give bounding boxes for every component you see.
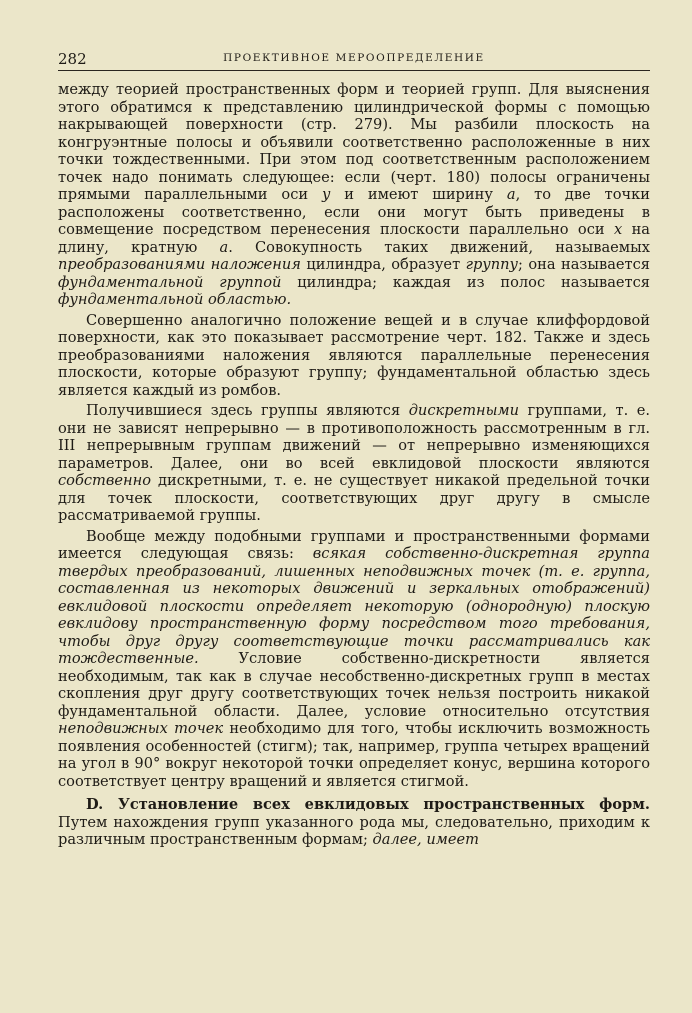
text-run: Совершенно аналогично положение вещей и в случае клиффордовой поверхности, как это показывает рассмотрение черт. 182. Также и здесь преобразованиями наложения являются параллельные перенесения плоскости, которые образуют группу; фундаментальной областью здесь является каждый из ромбов. <box>58 311 650 399</box>
text-run: Вообще между подобными группами и пространственными формами имеется следующая связь: <box>58 527 650 562</box>
text-run: Условие собственно-дискретности является необходимым, так как в случае несобственно-дискретных групп в местах скопления друг другу соответствующих точек нельзя построить никакой фундаментальной области. Далее, условие относительно отсутствия <box>58 650 650 720</box>
italic-run: собственно <box>58 472 152 489</box>
page-number: 282 <box>58 50 87 68</box>
text-run: цилиндра, образует <box>300 256 466 273</box>
text-run: необходимо для того, чтобы исключить возможность появления особенностей (стигм); так, например, группа четырех вращений на угол в 90° вокруг некоторой точки определяет конус, вершина которого соответствует центру вращений и является стигмой. <box>58 720 650 790</box>
text-run: и имеют ширину <box>330 186 507 203</box>
paragraph <box>58 402 650 525</box>
text-run: группами, т. е. они не зависят непрерывно — в противоположность рассмотренным в гл. III непрерывным группам движений — от непрерывно изменяющихся параметров. Далее, они во всей евклидовой плоскости являются <box>58 402 650 472</box>
italic-run: a <box>506 186 516 203</box>
paragraph <box>58 796 650 849</box>
italic-run: далее, имеет <box>372 831 479 848</box>
text-run: ; она называется <box>518 256 650 273</box>
italic-run: группу <box>465 256 519 273</box>
paragraph <box>58 312 650 400</box>
page-header <box>58 50 650 71</box>
text-run: цилиндра; каждая из полос называется <box>281 273 650 291</box>
text-run: дискретными, т. е. не существует никакой предельной точки для точек плоскости, соответствующих друг другу в смысле рассматриваемой группы. <box>58 472 650 524</box>
text-run: Получившиеся здесь группы являются <box>86 402 409 419</box>
italic-run: неподвижных точек <box>58 720 224 737</box>
text-run: Путем нахождения групп указанного рода мы, следовательно, приходим к различным пространственным формам; <box>58 813 650 848</box>
italic-run: фундаментальной группой <box>58 273 282 291</box>
italic-run: дискретными <box>408 402 520 419</box>
section-heading: D. Установление всех евклидовых пространственных форм. <box>86 796 650 813</box>
text-run: . Совокупность таких движений, называемых <box>228 238 650 256</box>
text-run: между теорией пространственных форм и теорией групп. Для выяснения этого обратимся к представлению цилиндрической формы с помощью накрывающей поверхности (стр. 279). Мы разбили плоскость на конгруэнтные полосы и объявили соответственно расположенные в них точки тождественными. При этом под соответственным расположением точек надо понимать следующее: если (черт. 180) полосы ограничены прямыми параллельными оси <box>58 81 650 203</box>
running-title: ПРОЕКТИВНОЕ МЕРООПРЕДЕЛЕНИЕ <box>223 52 485 64</box>
italic-run: a <box>219 238 229 256</box>
paragraph <box>58 528 650 791</box>
paragraph <box>58 81 650 309</box>
italic-run: преобразованиями наложения <box>58 256 301 273</box>
italic-run: фундаментальной областью. <box>58 291 292 308</box>
italic-run: x <box>613 221 623 238</box>
body-text <box>58 81 650 849</box>
italic-run: y <box>322 186 331 203</box>
text-run: на длину, кратную <box>58 221 650 256</box>
italic-run: всякая собственно-дискретная группа твердых преобразований, лишенных неподвижных точек (т. е. группа, составленная из некоторых движений и зеркальных отображений) евклидовой плоскости определяет некоторую (однородную) плоскую евклидову пространственную форму посредством того требования, чтобы друг другу соответствующие точки рассматривались как тождественные. <box>58 545 650 667</box>
text-run: , то две точки расположены соответственно, если они могут быть приведены в совмещение посредством перенесения плоскости параллельно оси <box>58 186 650 238</box>
